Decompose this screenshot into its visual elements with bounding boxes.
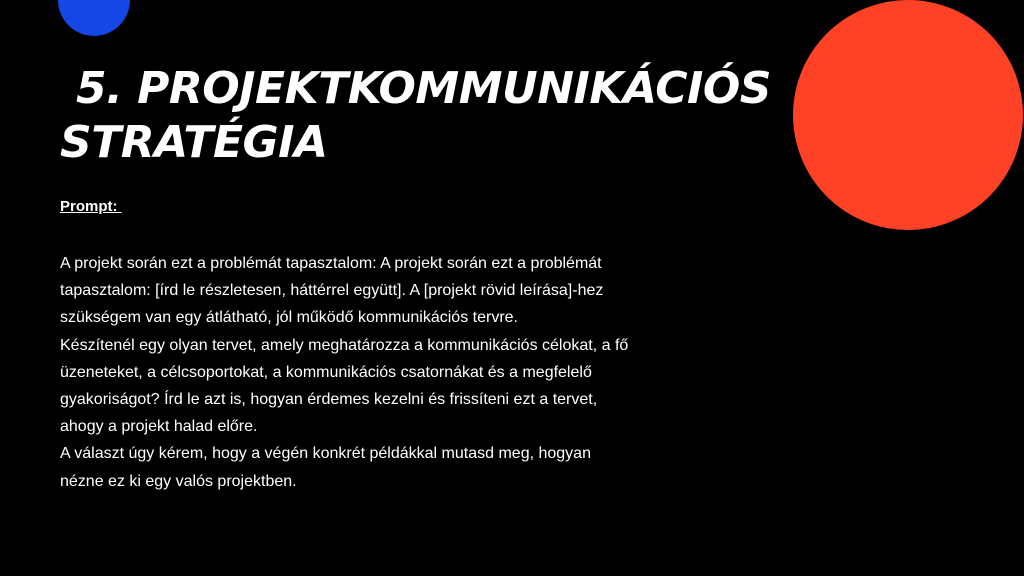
prompt-body-line: Készítenél egy olyan tervet, amely meghatározza a kommunikációs célokat, a fő	[60, 336, 629, 354]
prompt-label: Prompt:	[60, 198, 122, 215]
slide-title-line-1: 5. PROJEKTKOMMUNIKÁCIÓS	[76, 63, 771, 114]
prompt-body-line: szükségem van egy átlátható, jól működő kommunikációs tervre.	[60, 309, 518, 327]
prompt-body-line: A választ úgy kérem, hogy a végén konkrét példákkal mutasd meg, hogyan	[60, 445, 591, 463]
slide-title-line-2: STRATÉGIA	[60, 117, 328, 168]
decorative-blue-circle	[58, 0, 130, 36]
prompt-body-line: A projekt során ezt a problémát tapasztalom: A projekt során ezt a problémát	[60, 255, 602, 272]
prompt-body-line: gyakoriságot? Írd le azt is, hogyan érdemes kezelni és frissíteni ezt a tervet,	[60, 391, 598, 409]
prompt-body-line: nézne ez ki egy valós projektben.	[60, 472, 297, 490]
prompt-body	[60, 250, 780, 495]
slide-title	[60, 62, 800, 170]
prompt-body-line: tapasztalom: [írd le részletesen, háttérrel együtt]. A [projekt rövid leírása]-hez	[60, 282, 604, 300]
prompt-body-line: üzeneteket, a célcsoportokat, a kommunikációs csatornákat és a megfelelő	[60, 363, 592, 381]
decorative-red-circle	[793, 0, 1023, 230]
prompt-body-line: ahogy a projekt halad előre.	[60, 418, 258, 436]
